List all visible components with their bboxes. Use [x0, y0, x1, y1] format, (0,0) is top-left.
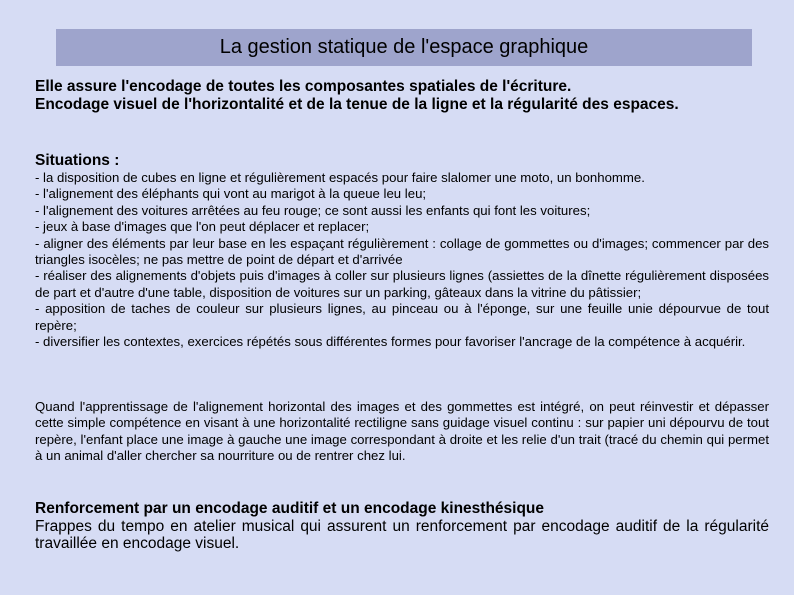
- learning-text: Quand l'apprentissage de l'alignement horizontal des images et des gommettes est intégré, on peut réinvestir et dépasser cette simple compétence en visant à une horizontalité rectiligne sans guidage visuel continu : sur papier uni dépourvu de tout repère, l'enfant place une image à gauche une image correspondant à droite et les relie d'un trait (tracé du chemin qui permet à un animal d'aller chercher sa nourriture ou de rentrer chez lui.: [35, 399, 769, 464]
- renforcement-heading: Renforcement par un encodage auditif et un encodage kinesthésique: [35, 500, 545, 517]
- list-item: - la disposition de cubes en ligne et régulièrement espacés pour faire slalomer une moto, un bonhomme.: [35, 170, 645, 185]
- list-item: - apposition de taches de couleur sur plusieurs lignes, au pinceau ou à l'éponge, sur une feuille unie dépourvue de tout repère;: [35, 301, 769, 333]
- intro-paragraph: [35, 78, 769, 113]
- list-item: - jeux à base d'images que l'on peut déplacer et replacer;: [35, 219, 370, 235]
- list-item: - réaliser des alignements d'objets puis d'images à coller sur plusieurs lignes (assiettes de la dînette régulièrement disposées de part et d'autre d'une table, disposition de voitures sur un parking, gâteaux dans la vitrine du pâtissier;: [35, 268, 769, 300]
- list-item: - aligner des éléments par leur base en les espaçant régulièrement : collage de gommettes ou d'images; commencer par des triangles isocèles; ne pas mettre de point de départ et d'arrivée: [35, 235, 769, 268]
- intro-line-2: Encodage visuel de l'horizontalité et de la tenue de la ligne et la régularité des espaces.: [35, 95, 679, 113]
- title-bar: [56, 29, 752, 66]
- learning-paragraph: [35, 399, 769, 465]
- list-item: - diversifier les contextes, exercices répétés sous différentes formes pour favoriser l'ancrage de la compétence à acquérir.: [35, 334, 746, 350]
- renforcement-text: Frappes du tempo en atelier musical qui assurent un renforcement par encodage auditif de la régularité travaillée en encodage visuel.: [35, 517, 769, 552]
- situations-list: [35, 170, 769, 350]
- page-title: La gestion statique de l'espace graphique: [219, 36, 589, 58]
- intro-line-1: Elle assure l'encodage de toutes les composantes spatiales de l'écriture.: [35, 78, 572, 95]
- renforcement-section: [35, 500, 769, 553]
- list-item: - l'alignement des éléphants qui vont au marigot à la queue leu leu;: [35, 186, 427, 202]
- situations-heading: Situations :: [35, 152, 120, 169]
- list-item: - l'alignement des voitures arrêtées au feu rouge; ce sont aussi les enfants qui font les voitures;: [35, 202, 591, 218]
